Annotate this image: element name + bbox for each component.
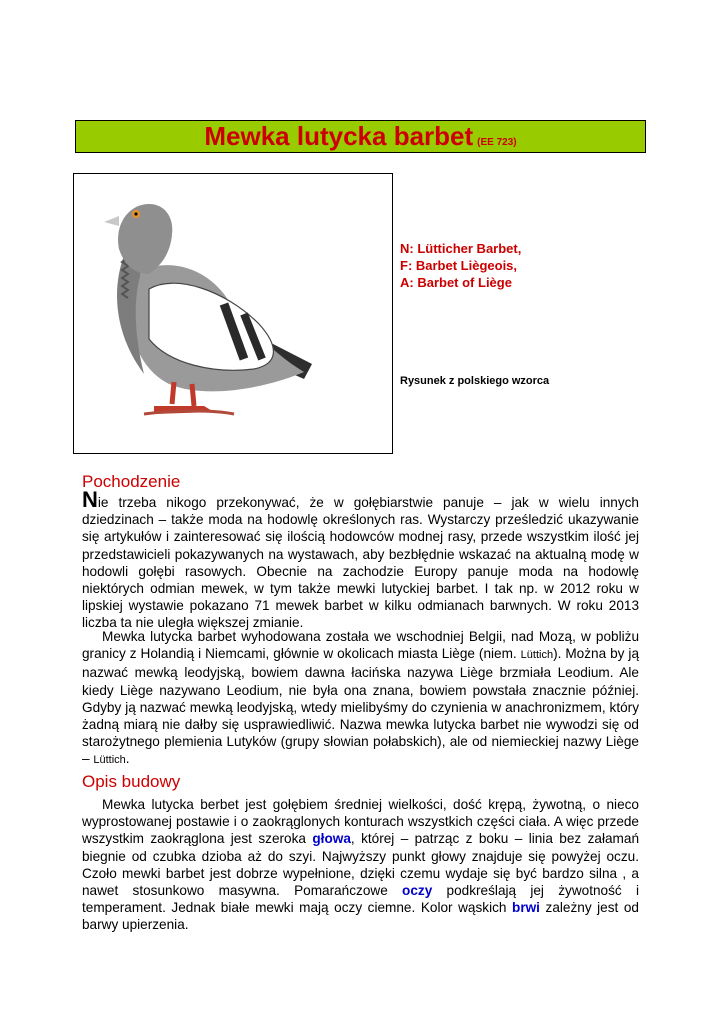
page-title: Mewka lutycka barbet xyxy=(204,121,474,151)
heading-origin: Pochodzenie xyxy=(82,472,181,491)
title-bar xyxy=(75,120,646,153)
paragraph-build-1 xyxy=(82,796,639,934)
name-german: N: Lütticher Barbet, xyxy=(400,241,522,256)
breed-code: (EE 723) xyxy=(477,137,517,148)
paragraph-origin-2 xyxy=(82,628,639,770)
paragraph-origin-2-part-a: Mewka lutycka barbet wyhodowana została we wschodniej Belgii, nad Mozą, w pobliżu granicy z Holandią i Niemcami, głównie w okolicach miasta Liège (niem. xyxy=(82,629,639,662)
heading-build: Opis budowy xyxy=(82,772,181,791)
pigeon-illustration xyxy=(74,174,392,453)
keyword-brows: brwi xyxy=(512,900,540,916)
name-english: A: Barbet of Liège xyxy=(400,275,512,290)
drop-cap: N xyxy=(82,487,98,512)
keyword-eyes: oczy xyxy=(402,883,433,899)
breed-names xyxy=(400,240,521,291)
paragraph-origin-1 xyxy=(82,487,639,632)
keyword-head: głowa xyxy=(312,831,351,847)
paragraph-origin-2-part-b: ). Można by ją nazwać mewką leodyjską, bowiem dawna łacińska nazywa Liège brzmiała Leodium. Ale kiedy Liège nazywano Leodium, nie była ona znana, bowiem powstała znacznie później. Gdyby ją nazwać mewką leodyjską, wtedy mielibyśmy do czynienia w anachronizmem, który żadną miarą nie dałby się usprawiedliwić. Nazwa mewka lutycka barbet nie wywodzi się od starożytnego plemienia Lutyków (grupy słowian połabskich), ale od niemieckiej nazwy Liège – xyxy=(82,646,640,767)
paragraph-build-part-d: zależny jest od barwy upierzenia. xyxy=(82,900,639,933)
name-french: F: Barbet Liègeois, xyxy=(400,258,518,273)
luttich-term-1: Lüttich xyxy=(520,649,554,662)
paragraph-build-part-c: podkreślają jej żywotność i temperament. Jednak białe mewki mają oczy ciemne. Kolor wąskich xyxy=(82,883,639,916)
paragraph-build-part-a: Mewka lutycka berbet jest gołębiem średniej wielkości, dość krępą, żywotną, o nieco wyprostowanej postawie i o zaokrąglonych konturach wszystkich części ciała. A więc przede wszystkim zaokrąglona jest szeroka xyxy=(82,797,639,847)
pigeon-illustration-frame xyxy=(73,173,393,454)
image-caption: Rysunek z polskiego wzorca xyxy=(400,375,550,387)
luttich-term-2: Lüttich xyxy=(93,754,126,767)
paragraph-origin-1-text: ie trzeba nikogo przekonywać, że w gołębiarstwie panuje – jak w wielu innych dziedzinach – także moda na hodowlę określonych ras. Wystarczy prześledzić ukazywanie się artykułów i zainteresować się ilością hodowców modnej rasy, przede wszystkim ilość jej przedstawicieli pokazywanych na wystawach, aby bezbłędnie wskazać na aktualną modę w hodowli gołębi rasowych. Obecnie na zachodzie Europy panuje moda na hodowlę niektórych odmian mewek, w tym także mewki lutyckiej barbet. I tak np. w 2012 roku w lipskiej wystawie pokazano 71 mewek barbet w kilku odmianach barwnych. W roku 2013 liczba ta nie uległa większej zmianie. xyxy=(82,495,639,631)
paragraph-origin-2-part-c: . xyxy=(125,751,130,767)
paragraph-build-part-b: , której – patrząc z boku – linia bez załamań biegnie od czubka dzioba aż do szyi. Najwyższy punkt głowy znajduje się powyżej oczu. Czoło mewki barbet jest dobrze wypełnione, dzięki czemu wydaje się być bardzo silna , a nawet stosunkowo masywna. Pomarańczowe xyxy=(82,831,639,899)
